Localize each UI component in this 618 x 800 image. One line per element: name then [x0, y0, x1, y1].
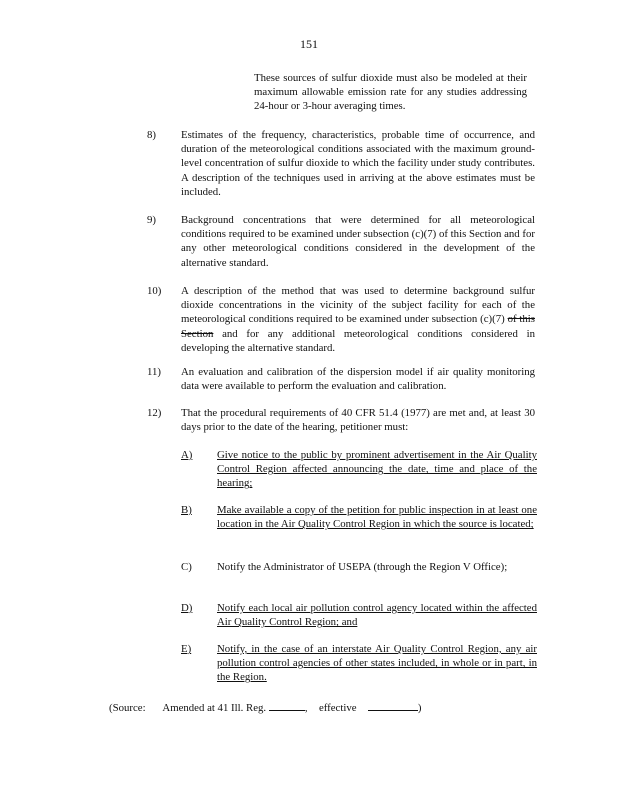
subitem-text: Give notice to the public by prominent advertisement in the Air Quality Control Region affected announcing the date, time and place of the hearing;	[217, 449, 537, 490]
effective-date-blank	[368, 700, 418, 711]
subitem-text: Notify, in the case of an interstate Air Quality Control Region, any air pollution control agencies of other states included, in whole or in part, in the Region.	[217, 643, 537, 684]
source-comma: ,	[304, 702, 308, 714]
subitem-letter: D)	[181, 602, 193, 614]
subitem-text: Notify each local air pollution control agency located within the affected Air Quality Control Region; and	[217, 602, 537, 629]
item-text-part: A description of the method that was used to determine background sulfur dioxide concentrations in the vicinity of the subject facility for each of the meteorological conditions required to be examined under subsection (c)(7)	[181, 285, 535, 326]
subitem-letter: C)	[181, 561, 192, 573]
item-number: 11)	[147, 366, 161, 378]
subitem-letter: E)	[181, 643, 192, 655]
source-note	[109, 700, 422, 715]
source-amended: Amended at 41 Ill. Reg.	[162, 702, 267, 714]
item-text: Estimates of the frequency, characteristics, probable time of occurrence, and duration of the meteorological conditions associated with the maximum ground-level concentration of sulfur dioxide to which the facility under study contributes. A description of the techniques used in arriving at the above estimates must be included.	[181, 129, 535, 198]
item-text: That the procedural requirements of 40 CFR 51.4 (1977) are met and, at least 30 days prior to the date of the hearing, petitioner must:	[181, 407, 535, 434]
item-text: An evaluation and calibration of the dispersion model if air quality monitoring data were available to perform the evaluation and calibration.	[181, 366, 535, 393]
item-number: 12)	[147, 407, 162, 419]
subitem-letter: B)	[181, 504, 192, 516]
struck-text: of this Section	[181, 313, 535, 340]
continuation-paragraph: These sources of sulfur dioxide must also be modeled at their maximum allowable emission rate for any studies addressing 24-hour or 3-hour averaging times.	[254, 72, 527, 113]
item-number: 9)	[147, 214, 156, 226]
subitem-text: Make available a copy of the petition for public inspection in at least one location in the Air Quality Control Region in which the source is located;	[217, 504, 537, 531]
source-effective: effective	[318, 702, 357, 714]
item-text	[181, 284, 535, 355]
item-text: Background concentrations that were determined for all meteorological conditions required to be examined under subsection (c)(7) of this Section and for any other meteorological conditions considered in the development of the alternative standard.	[181, 214, 535, 269]
reg-page-blank	[269, 700, 305, 711]
subitem-text: Notify the Administrator of USEPA (through the Region V Office);	[217, 561, 508, 573]
item-number: 10)	[147, 285, 162, 297]
subitem-letter: A)	[181, 449, 193, 461]
page-number: 151	[300, 37, 318, 51]
source-suffix: )	[417, 702, 422, 714]
source-prefix: (Source:	[109, 702, 146, 714]
item-number: 8)	[147, 129, 156, 141]
item-text-part: and for any additional meteorological conditions considered in developing the alternative standard.	[181, 327, 535, 354]
